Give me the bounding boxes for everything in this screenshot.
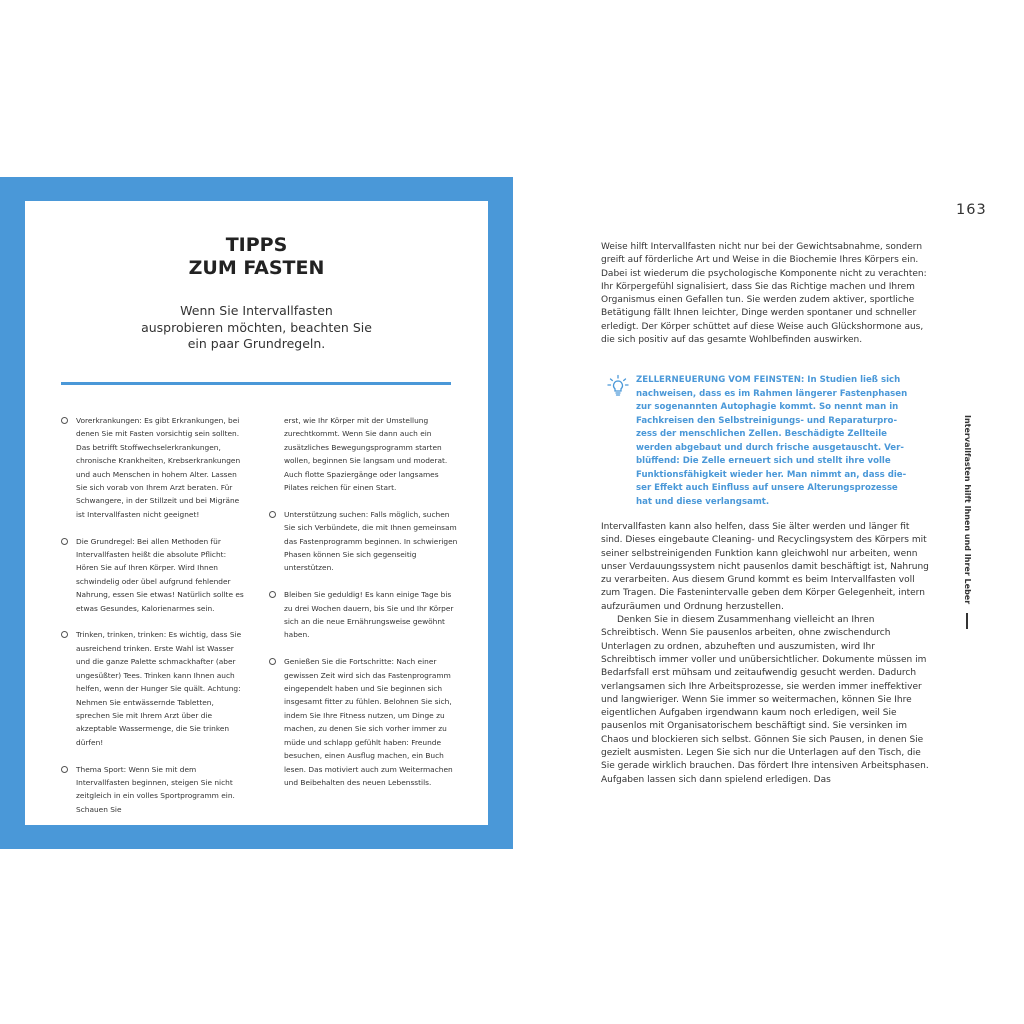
tip-item (60, 628, 250, 749)
info-box (604, 374, 934, 509)
info-box-line: zur sogenannten Autophagie kommt. So nennt man in (636, 402, 899, 412)
tip-item (268, 508, 458, 575)
circle-bullet-icon (269, 591, 276, 598)
card-subtitle-line: ausprobieren möchten, beachten Sie (141, 319, 372, 335)
circle-bullet-icon (61, 631, 68, 638)
tip-item (268, 655, 458, 789)
info-box-line: zess der menschlichen Zellen. Beschädigte Zellteile (636, 429, 887, 439)
tip-text: Die Grundregel: Bei allen Methoden für Intervallfasten heißt die absolute Pflicht: Hören Sie auf Ihren Körper. Wird Ihnen schwindelig oder übel aufgrund fehlender Nahrung, essen Sie etwas! Natürlich sollte es etwas Gesundes, Kalorienarmes sein. (76, 536, 244, 613)
tip-item (60, 763, 250, 817)
tips-column-right (268, 414, 458, 803)
card-title-line-2: ZUM FASTEN (188, 257, 325, 279)
circle-bullet-icon (61, 417, 68, 424)
card-title (25, 234, 488, 280)
info-box-line: Fachkreisen den Selbstreinigungs- und Reparaturpro- (636, 415, 898, 426)
circle-bullet-icon (269, 511, 276, 518)
circle-bullet-icon (269, 658, 276, 665)
paragraph: Denken Sie in diesem Zusammenhang vielleicht an Ihren Schreibtisch. Wenn Sie pausenlos arbeiten, ohne zwischendurch Unterlagen zu ordnen, abzuheften und auszumisten, wird Ihr Schreibtisch immer voller und unübersichtlicher. Dokumente müssen im Bedarfsfall erst mühsam und zeitaufwendig gesucht werden. Dadurch verlangsamen sich Ihre Arbeitsprozesse, sie werden immer ineffektiver und langwieriger. Wenn Sie immer so weitermachen, können Sie Ihre eigentlichen Aufgaben irgendwann kaum noch erledigen, weil Sie pausenlos mit Organisatorischem beschäftigt sind. Sie versinken im Chaos und blockieren sich selbst. Gönnen Sie sich Pausen, in denen Sie gezielt ausmisten. Legen Sie sich nur die Unterlagen auf den Tisch, die Sie gerade wirklich brauchen. Das fördert Ihre intensiven Arbeitsphasen. Aufgaben lassen sich dann spielend erledigen. Das (601, 615, 929, 785)
paragraph: Weise hilft Intervallfasten nicht nur bei der Gewichtsabnahme, sondern greift auf förderliche Art und Weise in die Biochemie Ihres Körpers ein. Dabei ist wiederum die psychologische Komponente nicht zu verachten: Ihr Körpergefühl signalisiert, dass Sie das Richtige machen und Ihrem Organismus einen Gefallen tun. Sie werden zudem aktiver, sportliche Betätigung fällt Ihnen leichter, Dinge werden spontaner und schneller erledigt. Der Körper schüttet auf diese Weise auch Glückshormone aus, die sich positiv auf das gesamte Wohlbefinden auswirken. (601, 242, 927, 346)
tip-item (60, 535, 250, 615)
tip-text: Trinken, trinken, trinken: Es wichtig, dass Sie ausreichend trinken. Erste Wahl ist Wasser und die ganze Palette schmackhafter (aber ungesüßter) Tees. Trinken kann Ihnen auch helfen, wenn der Hunger Sie quält. Achtung: Nehmen Sie entwässernde Tabletten, sprechen Sie mit Ihrem Arzt über die akzeptable Wassermenge, die Sie trinken dürfen! (76, 630, 242, 747)
tip-item (60, 414, 250, 521)
tip-text: Vorerkrankungen: Es gibt Erkrankungen, bei denen Sie mit Fasten vorsichtig sein sollten. Das betrifft Stoffwechselerkrankungen, chronische Krankheiten, Krebserkrankungen und auch Menschen in hohem Alter. Lassen Sie sich vorab von Ihrem Arzt beraten. Für Schwangere, in der Stillzeit und bei Migräne ist Intervallfasten nicht geeignet! (76, 416, 241, 519)
page-number: 163 (956, 202, 987, 218)
tip-text: Bleiben Sie geduldig! Es kann einige Tage bis zu drei Wochen dauern, bis Sie und Ihr Körper sich an die neue Ernährungsweise gewöhnt haben. (284, 590, 454, 640)
tip-continuation: erst, wie Ihr Körper mit der Umstellung zurechtkommt. Wenn Sie dann auch ein zusätzliches Bewegungsprogramm starten wollen, beginnen Sie langsam und moderat. Auch flotte Spaziergänge oder langsames Pilates reichen für einen Start. (284, 416, 448, 493)
tip-text: Thema Sport: Wenn Sie mit dem Intervallfasten beginnen, steigen Sie nicht zeitgleich in ein volles Sportprogramm ein. Schauen Sie (76, 764, 235, 814)
card-subtitle-line: Wenn Sie Intervallfasten (180, 303, 333, 318)
tip-item (268, 588, 458, 642)
info-box-line: blüffend: Die Zelle erneuert sich und stellt ihre volle (636, 456, 891, 466)
paragraph: Intervallfasten kann also helfen, dass Sie älter werden und länger fit sind. Dieses eingebaute Cleaning- und Recyclingsystem des Körpers mit seiner selbstreinigenden Funktion kann gleichwohl nur arbeiten, wenn unser Verdauungssystem nicht pausenlos damit beschäftigt ist, Nahrung zu verarbeiten. Aus diesem Grund kommt es beim Intervallfasten voll zum Tragen. Die Fastenintervalle geben dem Körper Gelegenheit, intern aufzuräumen und Ordnung herzustellen. (601, 522, 929, 612)
card-subtitle (25, 303, 488, 353)
tip-text: Unterstützung suchen: Falls möglich, suchen Sie sich Verbündete, die mit Ihnen gemeinsam das Fastenprogramm beginnen. In schwierigen Phasen können Sie sich gegenseitig unterstützen. (284, 509, 458, 573)
chapter-side-title: Intervallfasten hilft Ihnen und Ihrer Leber (963, 415, 972, 605)
tips-card (25, 201, 488, 825)
side-tab-marker (966, 613, 968, 629)
circle-bullet-icon (61, 538, 68, 545)
lightbulb-icon (606, 374, 630, 398)
chapter-side-tab (963, 415, 977, 613)
info-box-line: hat und diese verlangsamt. (636, 496, 770, 507)
card-divider (61, 382, 451, 385)
info-box-line: nachweisen, dass es im Rahmen längerer Fastenphasen (636, 388, 908, 399)
tip-text: Genießen Sie die Fortschritte: Nach einer gewissen Zeit wird sich das Fastenprogramm eingependelt haben und Sie beginnen sich insgesamt fitter zu fühlen. Belohnen Sie sich, indem Sie Ihre Fitness nutzen, um Dinge zu machen, zu denen Sie sich vorher immer zu müde und schlapp gefühlt haben: Freunde besuchen, einen Ausflug machen, ein Buch lesen. Das motiviert auch zum Weitermachen und Beibehalten des neuen Lebensstils. (284, 657, 453, 787)
card-subtitle-line: ein paar Grundregeln. (187, 336, 326, 351)
tips-column-left (60, 414, 250, 830)
info-box-text (636, 374, 932, 509)
info-box-line: ser Effekt auch Einfluss auf unsere Alterungsprozesse (636, 483, 898, 493)
body-text-top (601, 241, 931, 347)
body-text-bottom (601, 521, 931, 787)
card-title-line-1: TIPPS (225, 234, 288, 256)
info-box-line: werden abgebaut und durch frische ausgetauscht. Ver- (636, 442, 904, 453)
info-box-line: Funktionsfähigkeit wieder her. Man nimmt an, dass die- (636, 469, 907, 480)
circle-bullet-icon (61, 766, 68, 773)
info-box-line: ZELLERNEUERUNG VOM FEINSTEN: In Studien ließ sich (636, 375, 901, 385)
